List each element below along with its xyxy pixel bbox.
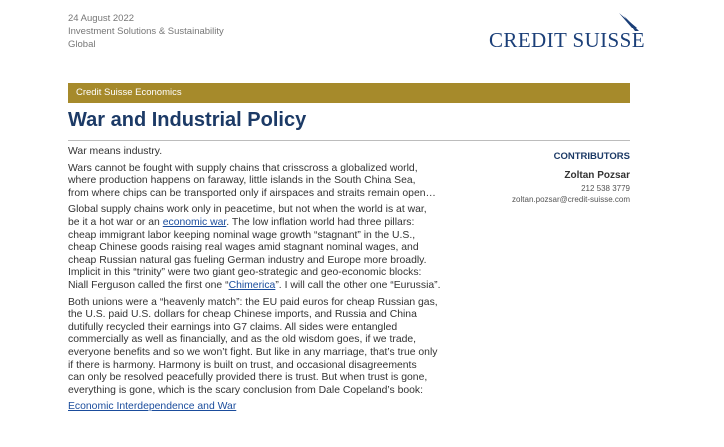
text-line: everyone benefits and so we won’t fight. But like in any marriage, that’s true only — [68, 346, 438, 358]
paragraph-intro: War means industry. — [68, 146, 163, 157]
contributor-name: Zoltan Pozsar — [564, 170, 630, 181]
text-line — [68, 217, 414, 228]
paragraph-global-supply — [68, 204, 442, 292]
text-line: Wars cannot be fought with supply chains that crisscross a globalized world, — [68, 162, 418, 174]
text-line: if there is harmony. Harmony is built on trust, and occasional disagreements — [68, 359, 417, 371]
document-meta — [68, 12, 224, 51]
text-line: where production happens on faraway, little islands in the South China Sea, — [68, 175, 416, 187]
sails-icon — [617, 12, 641, 34]
economic-war-link[interactable]: economic war — [162, 216, 227, 228]
paragraph-book-link — [68, 401, 442, 414]
text-line: the U.S. paid U.S. dollars for cheap Chinese imports, and Russia and China — [68, 309, 417, 321]
text-line: everything is gone, which is the scary conclusion from Dale Copeland’s book: — [68, 384, 424, 396]
logo-wordmark: CREDIT SUISSE — [489, 28, 645, 52]
text-line: Implicit in this “trinity” were two giant geo-strategic and geo-economic blocks: — [68, 267, 422, 279]
page-title: War and Industrial Policy — [68, 109, 307, 131]
chimerica-link[interactable]: Chimerica — [228, 279, 276, 291]
report-region: Global — [68, 39, 96, 50]
contributors-heading: CONTRIBUTORS — [553, 151, 630, 162]
report-date: 24 August 2022 — [68, 13, 135, 24]
contributor-phone: 212 538 3779 — [581, 184, 630, 193]
paragraph-unions — [68, 297, 442, 398]
article-body — [68, 146, 442, 418]
book-link[interactable]: Economic Interdependence and War — [68, 401, 237, 413]
text-line: can only be resolved peacefully provided there is trust. But when trust is gone, — [68, 372, 428, 384]
text-segment: ”. I will call the other one “Eurussia”. — [275, 279, 441, 291]
text-line: cheap Russian natural gas fueling German industry and Europe more broadly. — [68, 254, 427, 266]
text-line: Both unions were a “heavenly match”: the EU paid euros for cheap Russian gas, — [68, 296, 438, 308]
credit-suisse-logo — [489, 12, 645, 52]
report-division: Investment Solutions & Sustainability — [68, 26, 224, 37]
text-line: commercially as well as financially, and as the old wisdom goes, if we trade, — [68, 334, 417, 346]
text-segment: be it a hot war or an — [68, 216, 163, 228]
contributor-email[interactable]: zoltan.pozsar@credit-suisse.com — [512, 195, 630, 204]
text-line — [68, 280, 441, 291]
text-line: cheap immigrant labor keeping nominal wage growth “stagnant” in the U.S., — [68, 229, 416, 241]
text-line: Global supply chains work only in peacetime, but not when the world is at war, — [68, 204, 427, 216]
text-segment: . The low inflation world had three pillars: — [226, 216, 415, 228]
text-line: from where chips can be transported only if airspaces and straits remain open… — [68, 187, 436, 199]
text-line: dutifully recycled their earnings into G7 claims. All sides were entangled — [68, 321, 398, 333]
section-band: Credit Suisse Economics — [68, 83, 630, 103]
contributors-panel — [470, 151, 630, 205]
paragraph-supply-chains — [68, 163, 442, 201]
text-segment: Niall Ferguson called the first one “ — [68, 279, 229, 291]
text-line: cheap Chinese goods raising real wages amid stagnant nominal wages, and — [68, 242, 419, 254]
title-divider — [68, 140, 630, 141]
